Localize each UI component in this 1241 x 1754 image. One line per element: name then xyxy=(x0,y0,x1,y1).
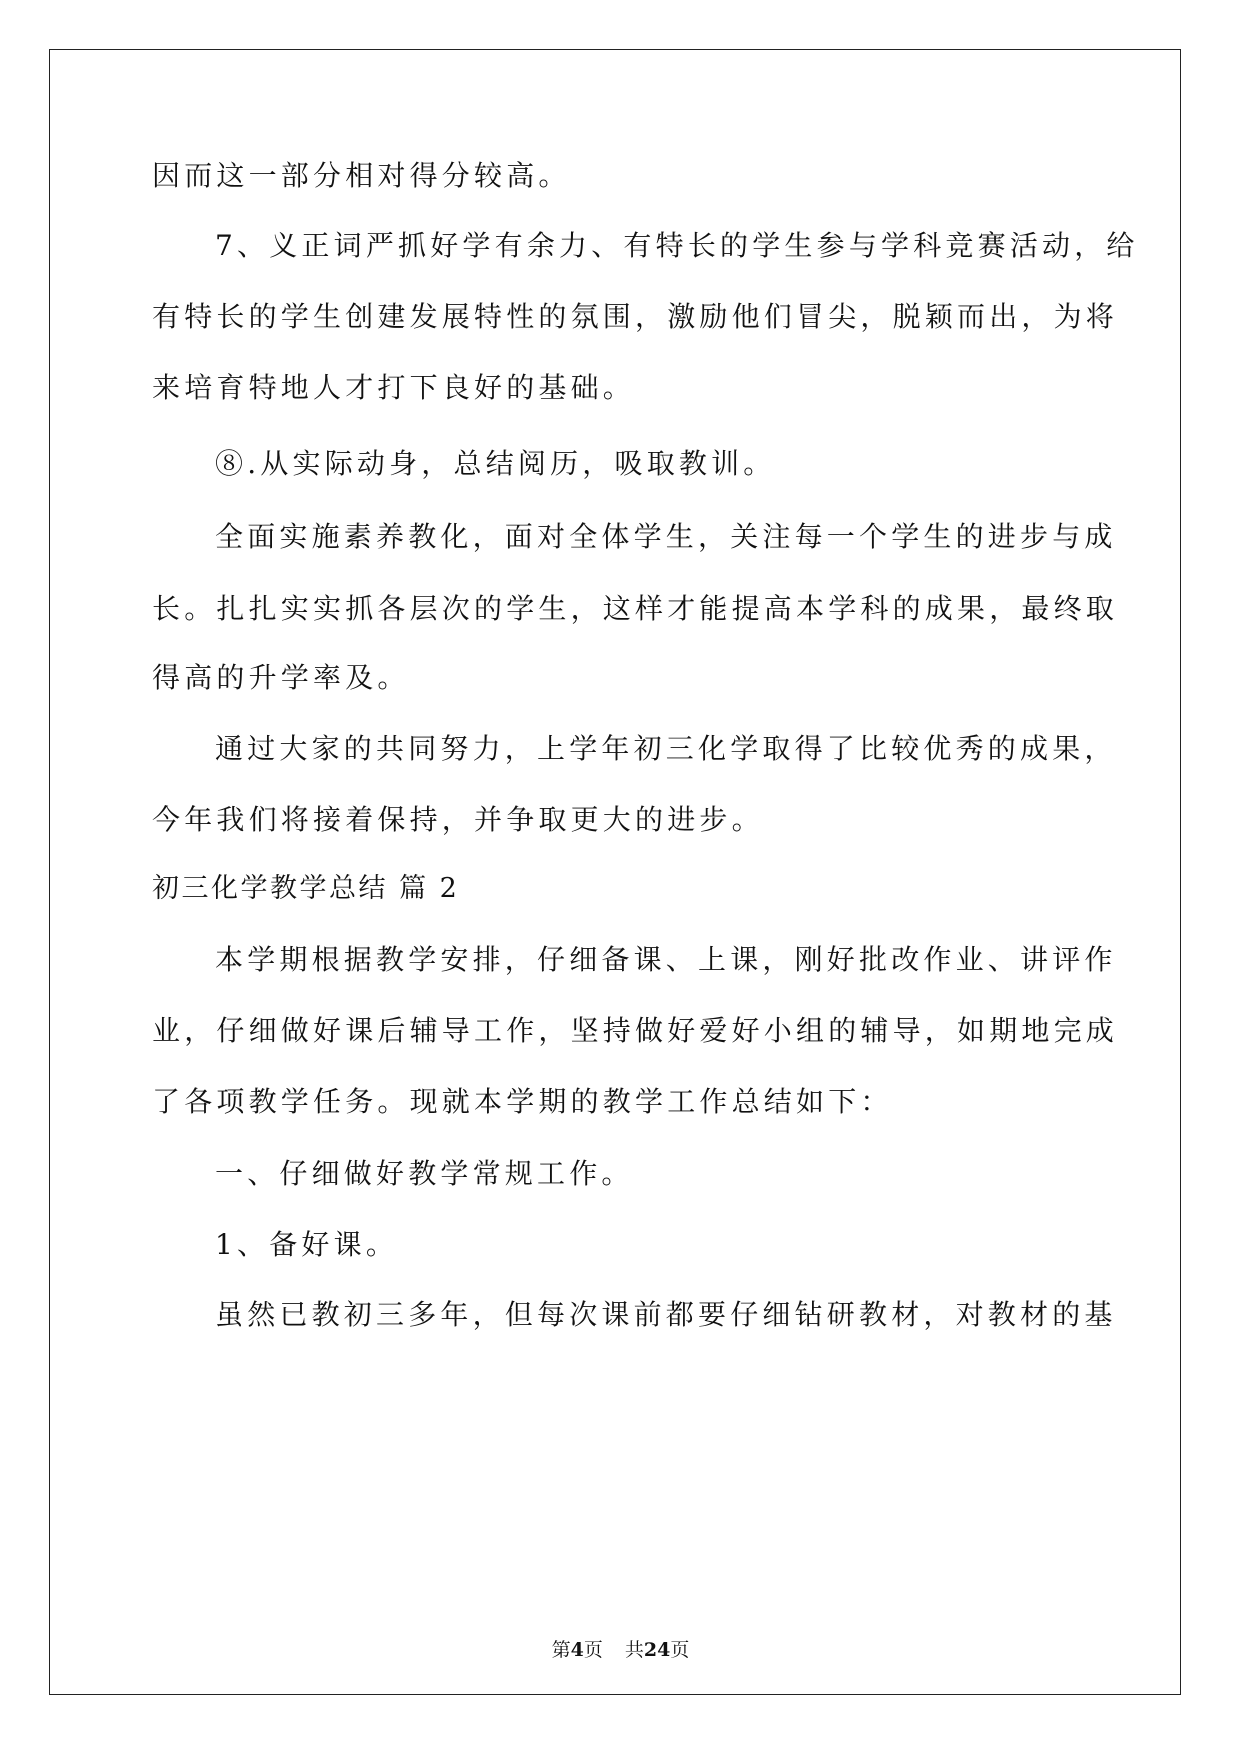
text-line: 因而这一部分相对得分较高。 xyxy=(152,159,571,192)
page-footer xyxy=(0,1638,1241,1662)
text-line: ⑧.从实际动身，总结阅历，吸取教训。 xyxy=(215,447,776,480)
text-line: 虽然已教初三多年，但每次课前都要仔细钻研教材，对教材的基 xyxy=(215,1298,1117,1331)
footer-total-prefix: 共 xyxy=(624,1639,644,1661)
text-line: 长。扎扎实实抓各层次的学生，这样才能提高本学科的成果，最终取 xyxy=(152,592,1119,625)
text-line: 通过大家的共同努力，上学年初三化学取得了比较优秀的成果， xyxy=(215,732,1117,765)
text-line: 有特长的学生创建发展特性的氛围，激励他们冒尖，脱颖而出，为将 xyxy=(152,300,1119,333)
text-line: 业，仔细做好课后辅导工作，坚持做好爱好小组的辅导，如期地完成 xyxy=(152,1014,1119,1047)
footer-page-suffix: 页 xyxy=(583,1639,603,1661)
text-line: 1、备好课。 xyxy=(215,1228,399,1261)
text-line: 全面实施素养教化，面对全体学生，关注每一个学生的进步与成 xyxy=(215,520,1117,553)
text-line: 7、义正词严抓好学有余力、有特长的学生参与学科竞赛活动，给 xyxy=(215,229,1139,262)
text-line: 本学期根据教学安排，仔细备课、上课，刚好批改作业、讲评作 xyxy=(215,943,1117,976)
section-heading: 初三化学教学总结 篇 2 xyxy=(152,873,460,904)
text-line: 了各项教学任务。现就本学期的教学工作总结如下： xyxy=(152,1085,893,1118)
footer-total-suffix: 页 xyxy=(670,1639,690,1661)
text-line: 来培育特地人才打下良好的基础。 xyxy=(152,371,636,404)
text-line: 得高的升学率及。 xyxy=(152,661,410,694)
text-line: 一、仔细做好教学常规工作。 xyxy=(215,1157,634,1190)
footer-prefix: 第 xyxy=(551,1639,571,1661)
total-page-count: 24 xyxy=(643,1639,671,1661)
current-page-number: 4 xyxy=(570,1639,584,1661)
text-line: 今年我们将接着保持，并争取更大的进步。 xyxy=(152,803,764,836)
